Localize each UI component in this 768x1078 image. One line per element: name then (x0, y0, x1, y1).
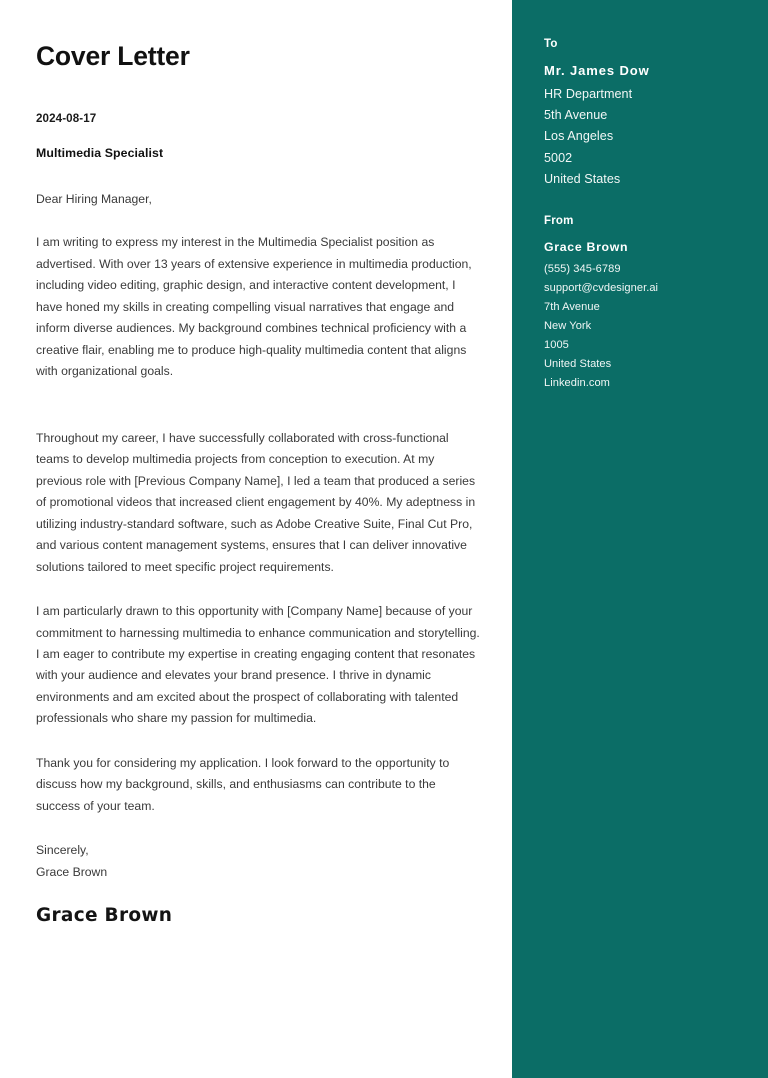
sender-address-line: United States (544, 357, 612, 370)
recipient-address-line: Los Angeles (544, 129, 614, 144)
sender-label: From (544, 214, 574, 227)
recipient-address-line: 5002 (544, 150, 573, 165)
sender-block (544, 215, 768, 393)
sender-website: Linkedin.com (544, 377, 610, 390)
letter-date: 2024-08-17 (36, 112, 97, 126)
page-title: Cover Letter (36, 41, 190, 71)
recipient-name: Mr. James Dow (544, 63, 650, 78)
letter-salutation: Dear Hiring Manager, (36, 192, 152, 207)
letter-paragraph: I am particularly drawn to this opportunity with [Company Name] because of your commitment to harnessing multimedia to enhance communication and storytelling. I am eager to contribute my expertise in creating engaging content that resonates with your audience and elevates your brand presence. I thrive in dynamic environments and am excited about the prospect of collaborating with talented professionals who share my passion for multimedia. (36, 604, 480, 726)
sender-name: Grace Brown (544, 239, 629, 254)
letter-role: Multimedia Specialist (36, 146, 164, 161)
sender-address-line: New York (544, 319, 592, 332)
letter-closing-name: Grace Brown (36, 864, 108, 879)
letter-paragraph: Thank you for considering my application. I look forward to the opportunity to discuss how my background, skills, and enthusiasms can contribute to the success of your team. (36, 755, 450, 813)
signature: Grace Brown (36, 904, 173, 926)
sender-email: support@cvdesigner.ai (544, 281, 659, 294)
letter-paragraph: Throughout my career, I have successfully collaborated with cross-functional teams to develop multimedia projects from conception to execution. At my previous role with [Previous Company Name], I led a team that produced a series of promotional videos that increased client engagement by 40%. My adeptness in utilizing industry-standard software, such as Adobe Creative Suite, Final Cut Pro, and various content management systems, ensures that I can deliver innovative solutions tailored to meet specific project requirements. (36, 430, 476, 574)
sender-address-line: 7th Avenue (544, 300, 600, 313)
recipient-label: To (544, 38, 558, 50)
sender-contact-list (544, 260, 768, 394)
contact-side-panel (512, 0, 768, 1078)
sender-phone: (555) 345-6789 (544, 262, 621, 275)
letter-closing: Sincerely, (36, 843, 89, 858)
recipient-address-line: United States (544, 171, 621, 186)
sender-address-line: 1005 (544, 338, 569, 351)
recipient-address-list (544, 84, 768, 190)
letter-paragraph: I am writing to express my interest in the Multimedia Specialist position as advertised. With over 13 years of extensive experience in multimedia production, including video editing, graphic design, and interactive content development, I have honed my skills in creating compelling visual narratives that engage and inform diverse audiences. My background combines technical proficiency with a creative flair, enabling me to produce high-quality multimedia content that aligns with organizational goals. (36, 235, 472, 379)
recipient-address-line: HR Department (544, 87, 633, 102)
recipient-block (544, 38, 768, 190)
recipient-address-line: 5th Avenue (544, 108, 608, 123)
